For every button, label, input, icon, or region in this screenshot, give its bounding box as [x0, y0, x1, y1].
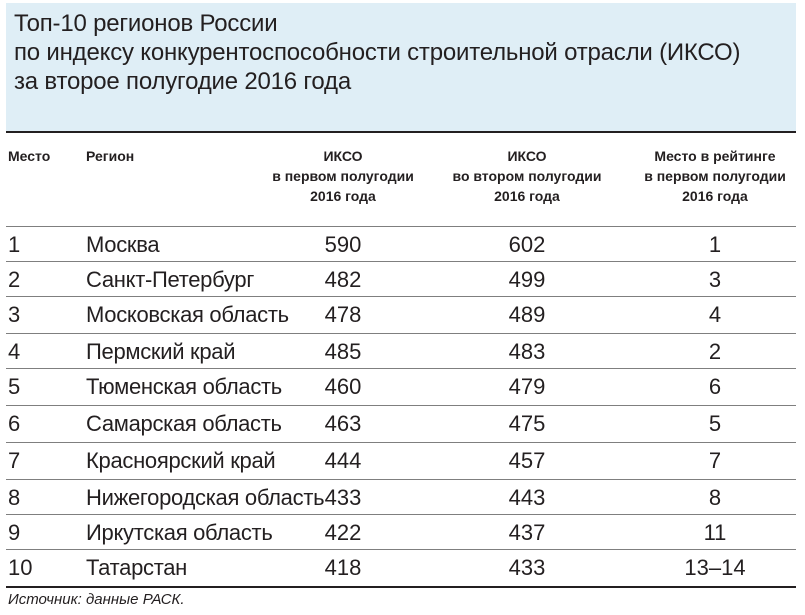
cell-h2: 433	[508, 555, 546, 580]
cell-prev: 6	[708, 374, 722, 399]
cell-h1: 444	[324, 448, 362, 473]
table-row	[0, 406, 805, 442]
title-divider	[6, 131, 796, 133]
title-line-3: за второе полугодие 2016 года	[14, 68, 351, 95]
cell-prev: 7	[708, 448, 722, 473]
cell-rank: 7	[8, 448, 21, 473]
source-note: Источник: данные РАСК.	[8, 591, 185, 608]
cell-h1: 422	[324, 520, 362, 545]
column-header-h1-line: ИКСО	[323, 148, 363, 164]
cell-h1: 433	[324, 485, 362, 510]
cell-h2: 457	[508, 448, 546, 473]
cell-h2: 602	[508, 232, 546, 257]
column-header-h1	[243, 146, 443, 206]
column-header-prev-line: Место в рейтинге	[654, 148, 776, 164]
cell-prev: 3	[708, 267, 722, 292]
column-header-h1-line: в первом полугодии	[272, 168, 414, 184]
cell-rank: 3	[8, 302, 21, 327]
cell-h1: 418	[324, 555, 362, 580]
cell-region: Самарская область	[86, 411, 282, 436]
cell-region: Санкт-Петербург	[86, 267, 255, 292]
column-header-rank: Место	[8, 148, 51, 164]
table-row	[0, 480, 805, 516]
column-header-h1-line: 2016 года	[310, 188, 376, 204]
cell-prev: 5	[708, 411, 722, 436]
cell-region: Москва	[86, 232, 160, 257]
cell-region: Московская область	[86, 302, 289, 327]
column-header-region: Регион	[86, 148, 135, 164]
column-header-prev-line: 2016 года	[682, 188, 748, 204]
cell-rank: 5	[8, 374, 21, 399]
cell-prev: 1	[708, 232, 722, 257]
row-divider	[6, 586, 796, 588]
cell-rank: 10	[8, 555, 33, 580]
cell-h2: 437	[508, 520, 546, 545]
table-row	[0, 227, 805, 263]
cell-rank: 9	[8, 520, 21, 545]
cell-h1: 463	[324, 411, 362, 436]
cell-h2: 475	[508, 411, 546, 436]
cell-region: Нижегородская область	[86, 485, 325, 510]
column-header-h2-line: во втором полугодии	[452, 168, 602, 184]
cell-prev: 11	[703, 520, 727, 545]
title-line-2: по индексу конкурентоспособности строительной отрасли (ИКСО)	[14, 39, 741, 66]
cell-h2: 483	[508, 339, 546, 364]
cell-prev: 2	[708, 339, 722, 364]
cell-rank: 8	[8, 485, 21, 510]
cell-h1: 478	[324, 302, 362, 327]
cell-region: Тюменская область	[86, 374, 282, 399]
cell-h1: 460	[324, 374, 362, 399]
column-header-h2	[427, 146, 627, 206]
cell-prev: 8	[708, 485, 722, 510]
table-row	[0, 297, 805, 333]
title-box	[6, 3, 796, 131]
table-row	[0, 369, 805, 405]
table-row	[0, 515, 805, 551]
table-row	[0, 550, 805, 586]
table-row	[0, 262, 805, 298]
cell-region: Иркутская область	[86, 520, 273, 545]
column-header-h2-line: 2016 года	[494, 188, 560, 204]
cell-h2: 479	[508, 374, 546, 399]
cell-rank: 1	[8, 232, 21, 257]
column-header-prev-rank	[615, 146, 805, 206]
cell-rank: 4	[8, 339, 21, 364]
cell-region: Красноярский край	[86, 448, 276, 473]
column-header-h2-line: ИКСО	[507, 148, 547, 164]
title-line-1: Топ-10 регионов России	[14, 10, 278, 37]
cell-rank: 6	[8, 411, 21, 436]
cell-h1: 485	[324, 339, 362, 364]
cell-prev: 4	[708, 302, 722, 327]
cell-h2: 443	[508, 485, 546, 510]
cell-h2: 499	[508, 267, 546, 292]
table-row	[0, 334, 805, 370]
cell-prev: 13–14	[684, 555, 746, 580]
cell-region: Татарстан	[86, 555, 188, 580]
table-row	[0, 443, 805, 479]
cell-rank: 2	[8, 267, 21, 292]
column-header-prev-line: в первом полугодии	[644, 168, 786, 184]
cell-region: Пермский край	[86, 339, 236, 364]
cell-h1: 590	[324, 232, 362, 257]
cell-h2: 489	[508, 302, 546, 327]
cell-h1: 482	[324, 267, 362, 292]
